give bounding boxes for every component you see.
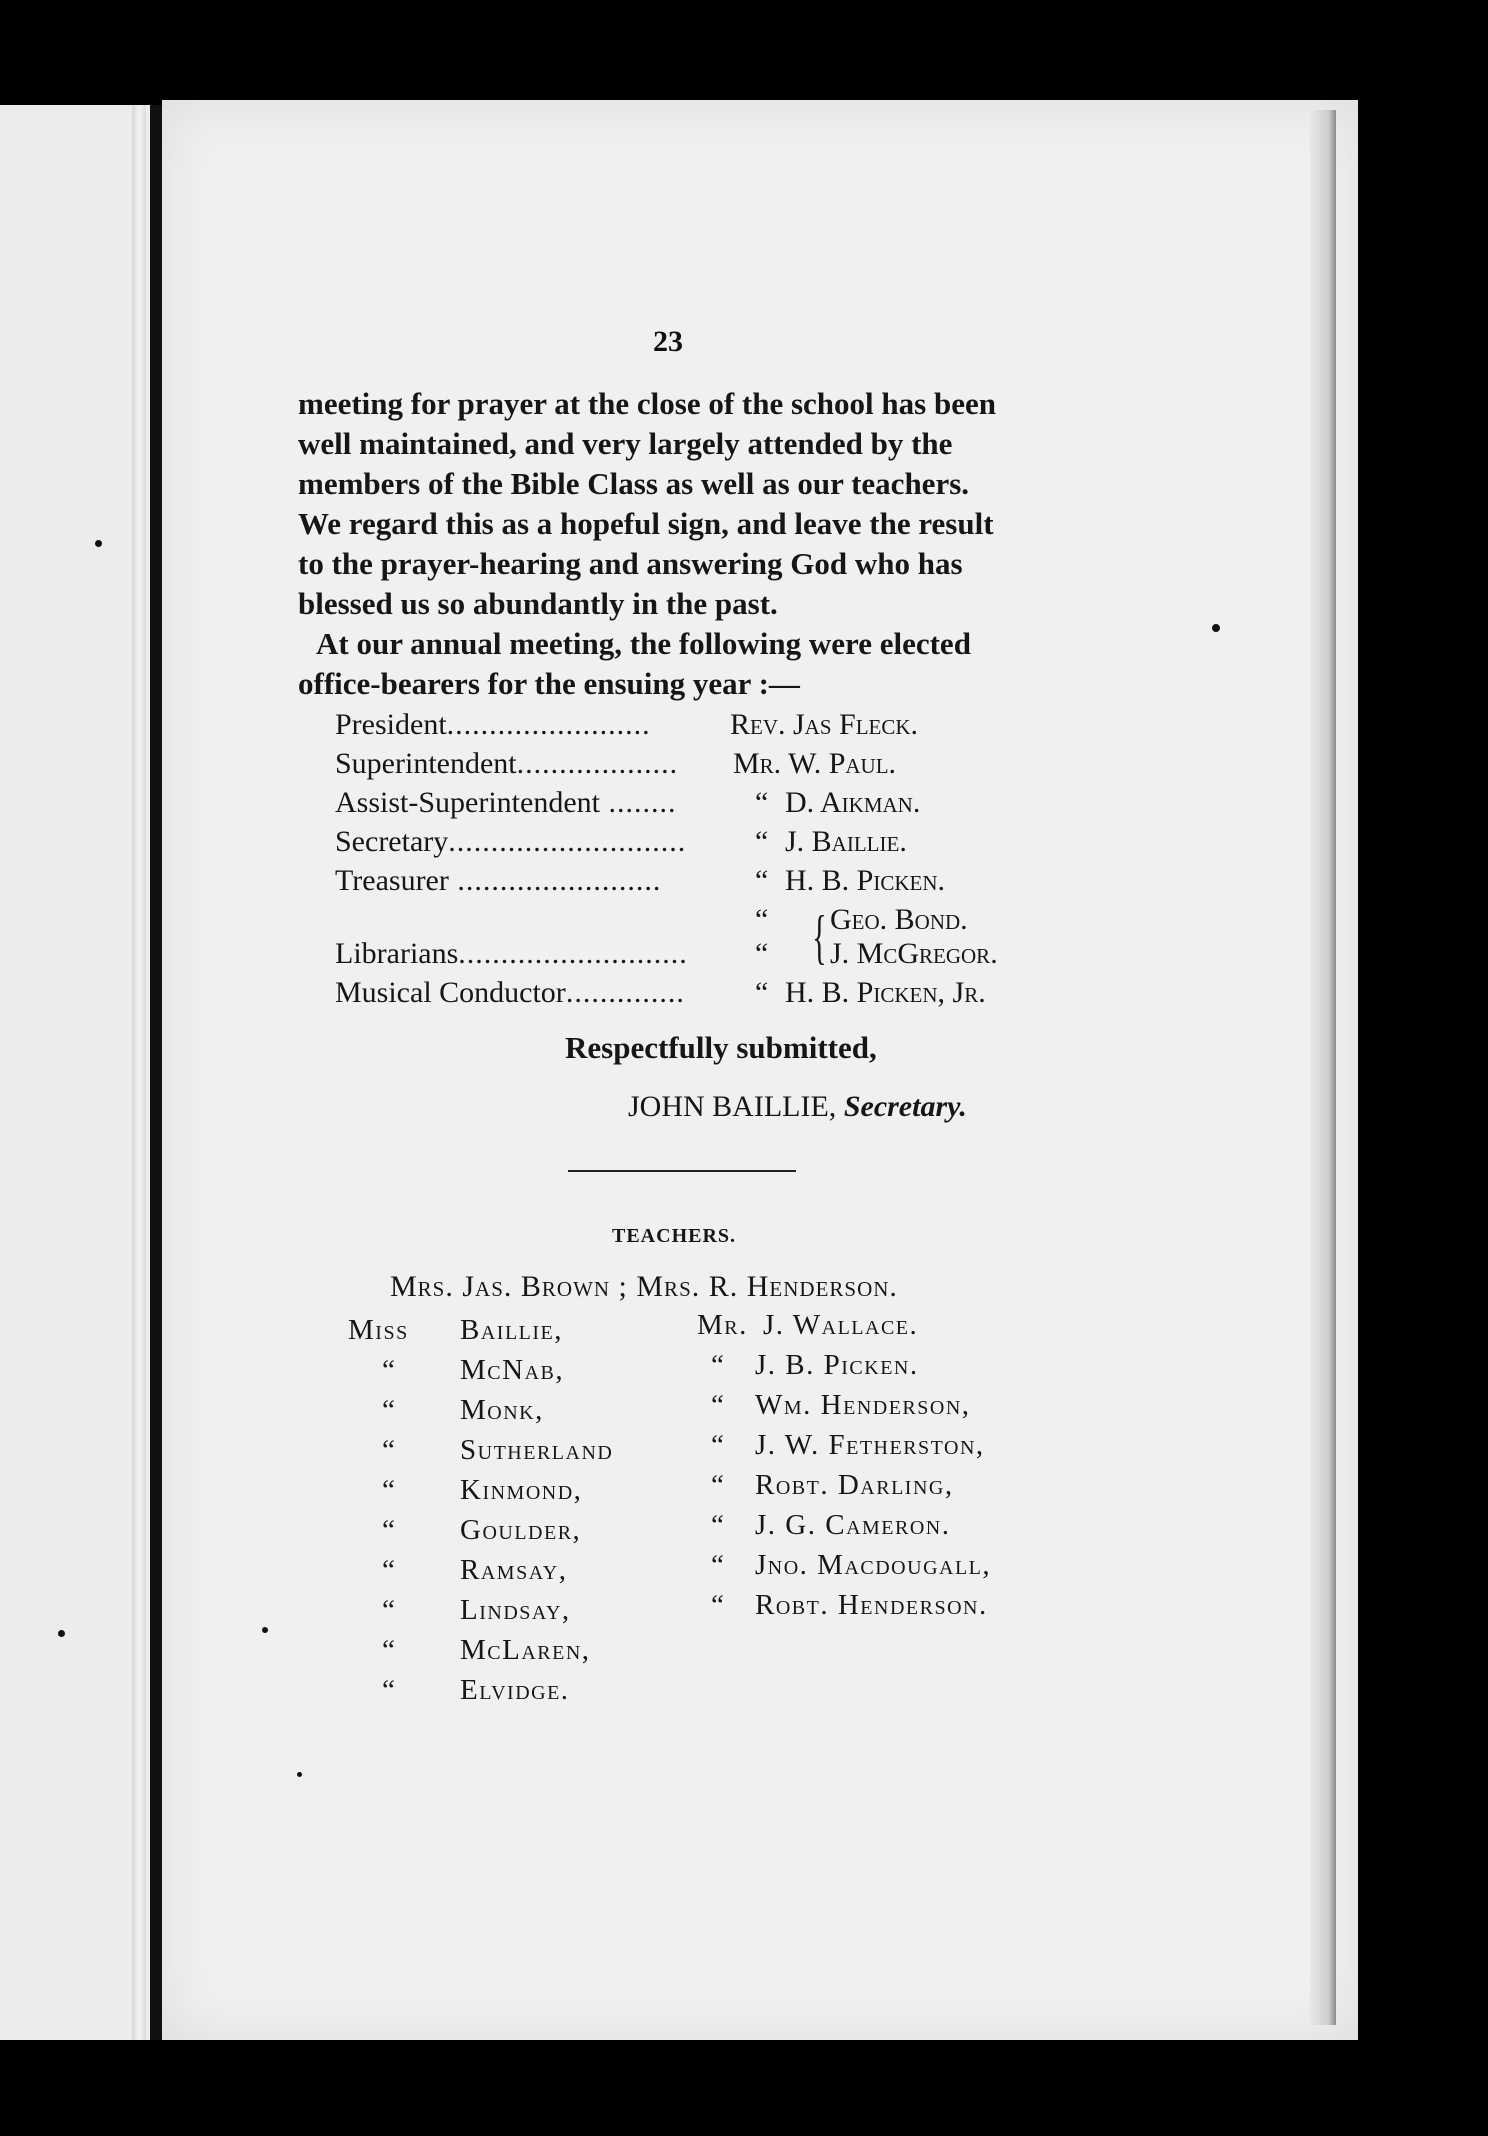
body-line: At our annual meeting, the following were elected <box>316 626 971 661</box>
teacher-prefix: “ <box>382 1634 397 1666</box>
teacher-name: J. B. Picken. <box>755 1349 919 1381</box>
officer-row-superintendent <box>335 747 1055 786</box>
officer-row-president <box>335 708 1055 747</box>
officer-name: J. McGregor. <box>830 937 998 970</box>
officer-name: D. Aikman. <box>785 786 921 819</box>
body-line: meeting for prayer at the close of the school has been <box>298 386 996 421</box>
ditto-mark: “ <box>755 786 769 819</box>
officer-role: President <box>335 708 447 741</box>
teacher-row <box>697 1509 1097 1549</box>
teacher-row <box>348 1314 678 1354</box>
teacher-row <box>348 1474 678 1514</box>
teacher-name: J. Wallace. <box>763 1309 919 1341</box>
teacher-prefix: “ <box>382 1354 397 1386</box>
officer-name: H. B. Picken, Jr. <box>785 976 986 1009</box>
teacher-name: Baillie, <box>460 1314 564 1346</box>
signatory-name: JOHN BAILLIE, <box>628 1090 837 1123</box>
teacher-prefix: “ <box>711 1549 726 1581</box>
officer-role: Assist-Superintendent <box>335 786 600 819</box>
ditto-mark: “ <box>755 825 769 858</box>
officer-row-treasurer <box>335 864 1055 903</box>
page-number: 23 <box>653 325 683 358</box>
ink-speck <box>297 1772 302 1777</box>
officer-role: Musical Conductor <box>335 976 566 1009</box>
teacher-prefix: “ <box>711 1429 726 1461</box>
body-line: members of the Bible Class as well as our teachers. <box>298 466 970 501</box>
teacher-prefix: “ <box>382 1514 397 1546</box>
teachers-heading: TEACHERS. <box>612 1225 737 1247</box>
leader-dots: ............................ <box>448 825 687 858</box>
teacher-name: Jno. Macdougall, <box>755 1549 992 1581</box>
leader-dots: ........................ <box>448 864 662 897</box>
officer-role: Superintendent <box>335 747 517 780</box>
left-page-edge <box>0 105 150 2040</box>
page-fore-edge <box>1310 110 1336 2025</box>
officer-role: Treasurer <box>335 864 449 897</box>
body-line: to the prayer-hearing and answering God who has <box>298 546 963 581</box>
ink-speck <box>95 540 102 547</box>
teachers-topline: Mrs. Jas. Brown ; Mrs. R. Henderson. <box>390 1270 898 1303</box>
signatory-title: Secretary. <box>843 1090 967 1123</box>
teacher-prefix: Miss <box>348 1314 409 1346</box>
teacher-prefix: “ <box>711 1469 726 1501</box>
ink-speck <box>58 1630 65 1637</box>
ink-speck <box>262 1627 268 1633</box>
teacher-name: Robt. Darling, <box>755 1469 954 1501</box>
teacher-prefix: Mr. <box>697 1309 748 1341</box>
body-line: office-bearers for the ensuing year :— <box>298 666 800 701</box>
teacher-name: Wm. Henderson, <box>755 1389 971 1421</box>
teacher-name: Goulder, <box>460 1514 582 1546</box>
teachers-right-column <box>697 1309 1097 1629</box>
teacher-name: Kinmond, <box>460 1474 583 1506</box>
teacher-row <box>348 1674 678 1714</box>
officer-row-assist-superintendent <box>335 786 1055 825</box>
teacher-prefix: “ <box>711 1389 726 1421</box>
ink-speck <box>1212 624 1220 632</box>
officer-name: Mr. W. Paul. <box>733 747 897 780</box>
teacher-row <box>697 1469 1097 1509</box>
officer-row-secretary <box>335 825 1055 864</box>
leader-dots: ........................ <box>446 708 651 741</box>
officer-name: Rev. Jas Fleck. <box>730 708 919 741</box>
teacher-row <box>348 1594 678 1634</box>
teacher-prefix: “ <box>382 1594 397 1626</box>
teacher-name: McNab, <box>460 1354 565 1386</box>
ditto-mark: “ <box>755 976 769 1009</box>
ditto-mark: “ <box>755 937 769 970</box>
body-paragraph <box>298 384 1040 704</box>
teacher-prefix: “ <box>382 1674 397 1706</box>
leader-dots: .............. <box>565 976 685 1009</box>
teacher-name: Ramsay, <box>460 1554 568 1586</box>
officer-role: Secretary <box>335 825 449 858</box>
teacher-name: Sutherland <box>460 1434 614 1466</box>
leader-dots: ........................... <box>458 937 688 970</box>
teacher-row <box>697 1309 1097 1349</box>
teacher-prefix: “ <box>382 1394 397 1426</box>
teacher-name: J. G. Cameron. <box>755 1509 951 1541</box>
teacher-prefix: “ <box>711 1589 726 1621</box>
teacher-name: Elvidge. <box>460 1674 570 1706</box>
section-divider <box>568 1170 796 1172</box>
ditto-mark: “ <box>755 903 769 936</box>
teacher-name: Monk, <box>460 1394 544 1426</box>
officer-row-librarian-2 <box>335 937 1055 976</box>
officer-role: Librarians <box>335 937 459 970</box>
teacher-prefix: “ <box>711 1509 726 1541</box>
teacher-prefix: “ <box>382 1434 397 1466</box>
teacher-name: J. W. Fetherston, <box>755 1429 985 1461</box>
officer-name: J. Baillie. <box>785 825 907 858</box>
teacher-row <box>348 1354 678 1394</box>
closing-line: Respectfully submitted, <box>565 1030 877 1065</box>
teacher-row <box>697 1549 1097 1589</box>
teacher-name: Lindsay, <box>460 1594 571 1626</box>
leader-dots: ................... <box>516 747 679 780</box>
teacher-row <box>697 1389 1097 1429</box>
teacher-row <box>348 1514 678 1554</box>
teachers-left-column <box>348 1314 678 1714</box>
officer-row-musical-conductor <box>335 976 1055 1015</box>
teacher-name: Robt. Henderson. <box>755 1589 988 1621</box>
teacher-prefix: “ <box>382 1554 397 1586</box>
signature <box>628 1090 967 1124</box>
teacher-prefix: “ <box>382 1474 397 1506</box>
officer-name: H. B. Picken. <box>785 864 946 897</box>
leader-dots: ........ <box>599 786 677 819</box>
officer-name: Geo. Bond. <box>830 903 968 936</box>
teacher-row <box>697 1589 1097 1629</box>
teacher-row <box>697 1349 1097 1389</box>
teacher-name: McLaren, <box>460 1634 591 1666</box>
ditto-mark: “ <box>755 864 769 897</box>
teacher-row <box>348 1554 678 1594</box>
brace-mark: { <box>812 904 827 970</box>
book-gutter <box>150 105 162 2040</box>
teacher-row <box>348 1434 678 1474</box>
body-line: We regard this as a hopeful sign, and leave the result <box>298 506 994 541</box>
teacher-row <box>348 1394 678 1434</box>
teacher-prefix: “ <box>711 1349 726 1381</box>
teacher-row <box>697 1429 1097 1469</box>
teacher-row <box>348 1634 678 1674</box>
body-line: well maintained, and very largely attended by the <box>298 426 953 461</box>
body-line: blessed us so abundantly in the past. <box>298 586 778 621</box>
office-bearers-list <box>335 708 1055 1015</box>
